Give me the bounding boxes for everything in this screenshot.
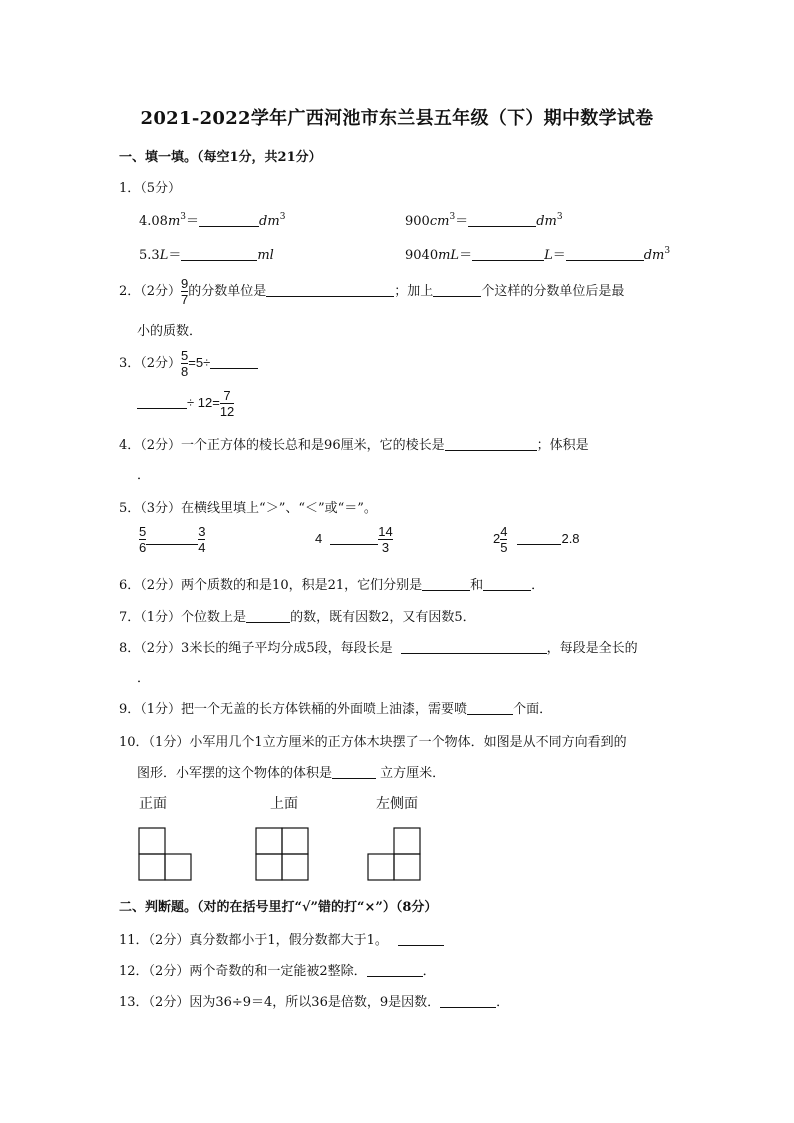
answer-blank[interactable] bbox=[266, 282, 394, 297]
question-1b: $900cm^3= dm^3$ bbox=[405, 212, 563, 229]
question-9: 9．（1分）把一个无盖的长方体铁桶的外面喷上油漆，需要喷 个面． bbox=[119, 702, 553, 717]
answer-blank[interactable] bbox=[332, 764, 376, 779]
square-cell bbox=[139, 828, 165, 854]
question-1a: $4.08m^3= dm^3$ bbox=[139, 212, 286, 229]
fraction: $\frac{5}{8}$ bbox=[181, 348, 189, 379]
question-3-line2: ÷ 12= $\frac{7}{12}$ bbox=[137, 388, 234, 419]
answer-blank[interactable] bbox=[199, 212, 259, 227]
question-8-tail: ． bbox=[137, 671, 151, 686]
top-view-figure bbox=[255, 827, 311, 881]
question-4-tail: ． bbox=[137, 468, 151, 483]
question-6: 6．（2分）两个质数的和是10，积是21，它们分别是 和 ． bbox=[119, 578, 545, 593]
answer-blank[interactable] bbox=[467, 700, 513, 715]
fraction: $\frac{9}{7}$ bbox=[181, 276, 189, 307]
square-cell bbox=[394, 828, 420, 854]
question-2: 2．（2分） $\frac{9}{7}$ 的分数单位是 ；加上 个这样的分数单位后是最 bbox=[119, 276, 625, 307]
fraction: $\frac{14}{3}$ bbox=[378, 524, 393, 555]
question-1c: 5.3L＝ ml bbox=[139, 248, 274, 263]
square-cell bbox=[256, 854, 282, 880]
page-title: 2021-2022学年广西河池市东兰县五年级（下）期中数学试卷 bbox=[140, 108, 654, 129]
view-label-front: 正面 bbox=[139, 795, 167, 811]
answer-blank[interactable] bbox=[472, 246, 544, 261]
square-cell bbox=[394, 854, 420, 880]
answer-blank[interactable] bbox=[440, 993, 496, 1008]
question-2-continued: 小的质数． bbox=[137, 324, 203, 339]
question-11: 11．（2分）真分数都小于1，假分数都大于1。 bbox=[119, 929, 444, 948]
square-cell bbox=[282, 854, 308, 880]
question-1-label: 1．（5分） bbox=[119, 181, 182, 196]
answer-blank[interactable] bbox=[398, 931, 444, 946]
answer-blank[interactable] bbox=[246, 608, 290, 623]
answer-blank[interactable] bbox=[210, 354, 258, 369]
question-4: 4．（2分）一个正方体的棱长总和是96厘米，它的棱长是 ；体积是 bbox=[119, 438, 589, 453]
question-5-compare-3: 2 $\frac{4}{5}$ 2.8 bbox=[493, 524, 580, 555]
square-cell bbox=[139, 854, 165, 880]
answer-blank[interactable] bbox=[517, 530, 561, 545]
square-cell bbox=[165, 854, 191, 880]
question-12: 12．（2分）两个奇数的和一定能被2整除． ． bbox=[119, 964, 436, 979]
question-3: 3．（2分） $\frac{5}{8}$ =5÷ bbox=[119, 348, 258, 379]
answer-blank[interactable] bbox=[137, 394, 187, 409]
fraction: $\frac{3}{4}$ bbox=[198, 524, 206, 555]
left-view-figure bbox=[367, 827, 423, 881]
question-13: 13．（2分）因为36÷9＝4，所以36是倍数，9是因数． ． bbox=[119, 995, 510, 1010]
fraction: $\frac{7}{12}$ bbox=[219, 388, 235, 419]
question-5-compare-2: 4 $\frac{14}{3}$ bbox=[315, 524, 393, 555]
answer-blank[interactable] bbox=[146, 530, 198, 545]
answer-blank[interactable] bbox=[422, 576, 470, 591]
question-10-line2: 图形．小军摆的这个物体的体积是 立方厘米． bbox=[137, 766, 446, 781]
answer-blank[interactable] bbox=[330, 530, 378, 545]
section-fill-heading: 一、填一填。（每空1分，共21分） bbox=[119, 150, 322, 165]
square-cell bbox=[256, 828, 282, 854]
question-5-compare-1 bbox=[139, 524, 205, 555]
fraction: $\frac{4}{5}$ bbox=[500, 524, 508, 555]
question-1d: $9040mL= L= dm^3$ bbox=[405, 246, 671, 263]
answer-blank[interactable] bbox=[433, 282, 481, 297]
section-judge-heading: 二、判断题。（对的在括号里打“√”错的打“×”）（8分） bbox=[119, 900, 438, 915]
answer-blank[interactable] bbox=[181, 246, 257, 261]
view-label-left: 左侧面 bbox=[376, 795, 418, 811]
question-8: 8．（2分）3米长的绳子平均分成5段，每段长是 ，每段是全长的 bbox=[119, 641, 638, 656]
answer-blank[interactable] bbox=[566, 246, 644, 261]
square-cell bbox=[282, 828, 308, 854]
answer-blank[interactable] bbox=[483, 576, 531, 591]
question-5: 5．（3分）在横线里填上“＞”、“＜”或“＝”。 bbox=[119, 501, 377, 516]
answer-blank[interactable] bbox=[401, 639, 547, 654]
front-view-figure bbox=[138, 827, 194, 881]
square-cell bbox=[368, 854, 394, 880]
question-7: 7．（1分）个位数上是 的数，既有因数2，又有因数5． bbox=[119, 610, 476, 625]
answer-blank[interactable] bbox=[367, 962, 423, 977]
question-10: 10．（1分）小军用几个1立方厘米的正方体木块摆了一个物体．如图是从不同方向看到的 bbox=[119, 735, 627, 750]
view-label-top: 上面 bbox=[270, 795, 298, 811]
answer-blank[interactable] bbox=[468, 212, 536, 227]
fraction: $\frac{5}{6}$ bbox=[139, 524, 147, 555]
answer-blank[interactable] bbox=[445, 436, 537, 451]
